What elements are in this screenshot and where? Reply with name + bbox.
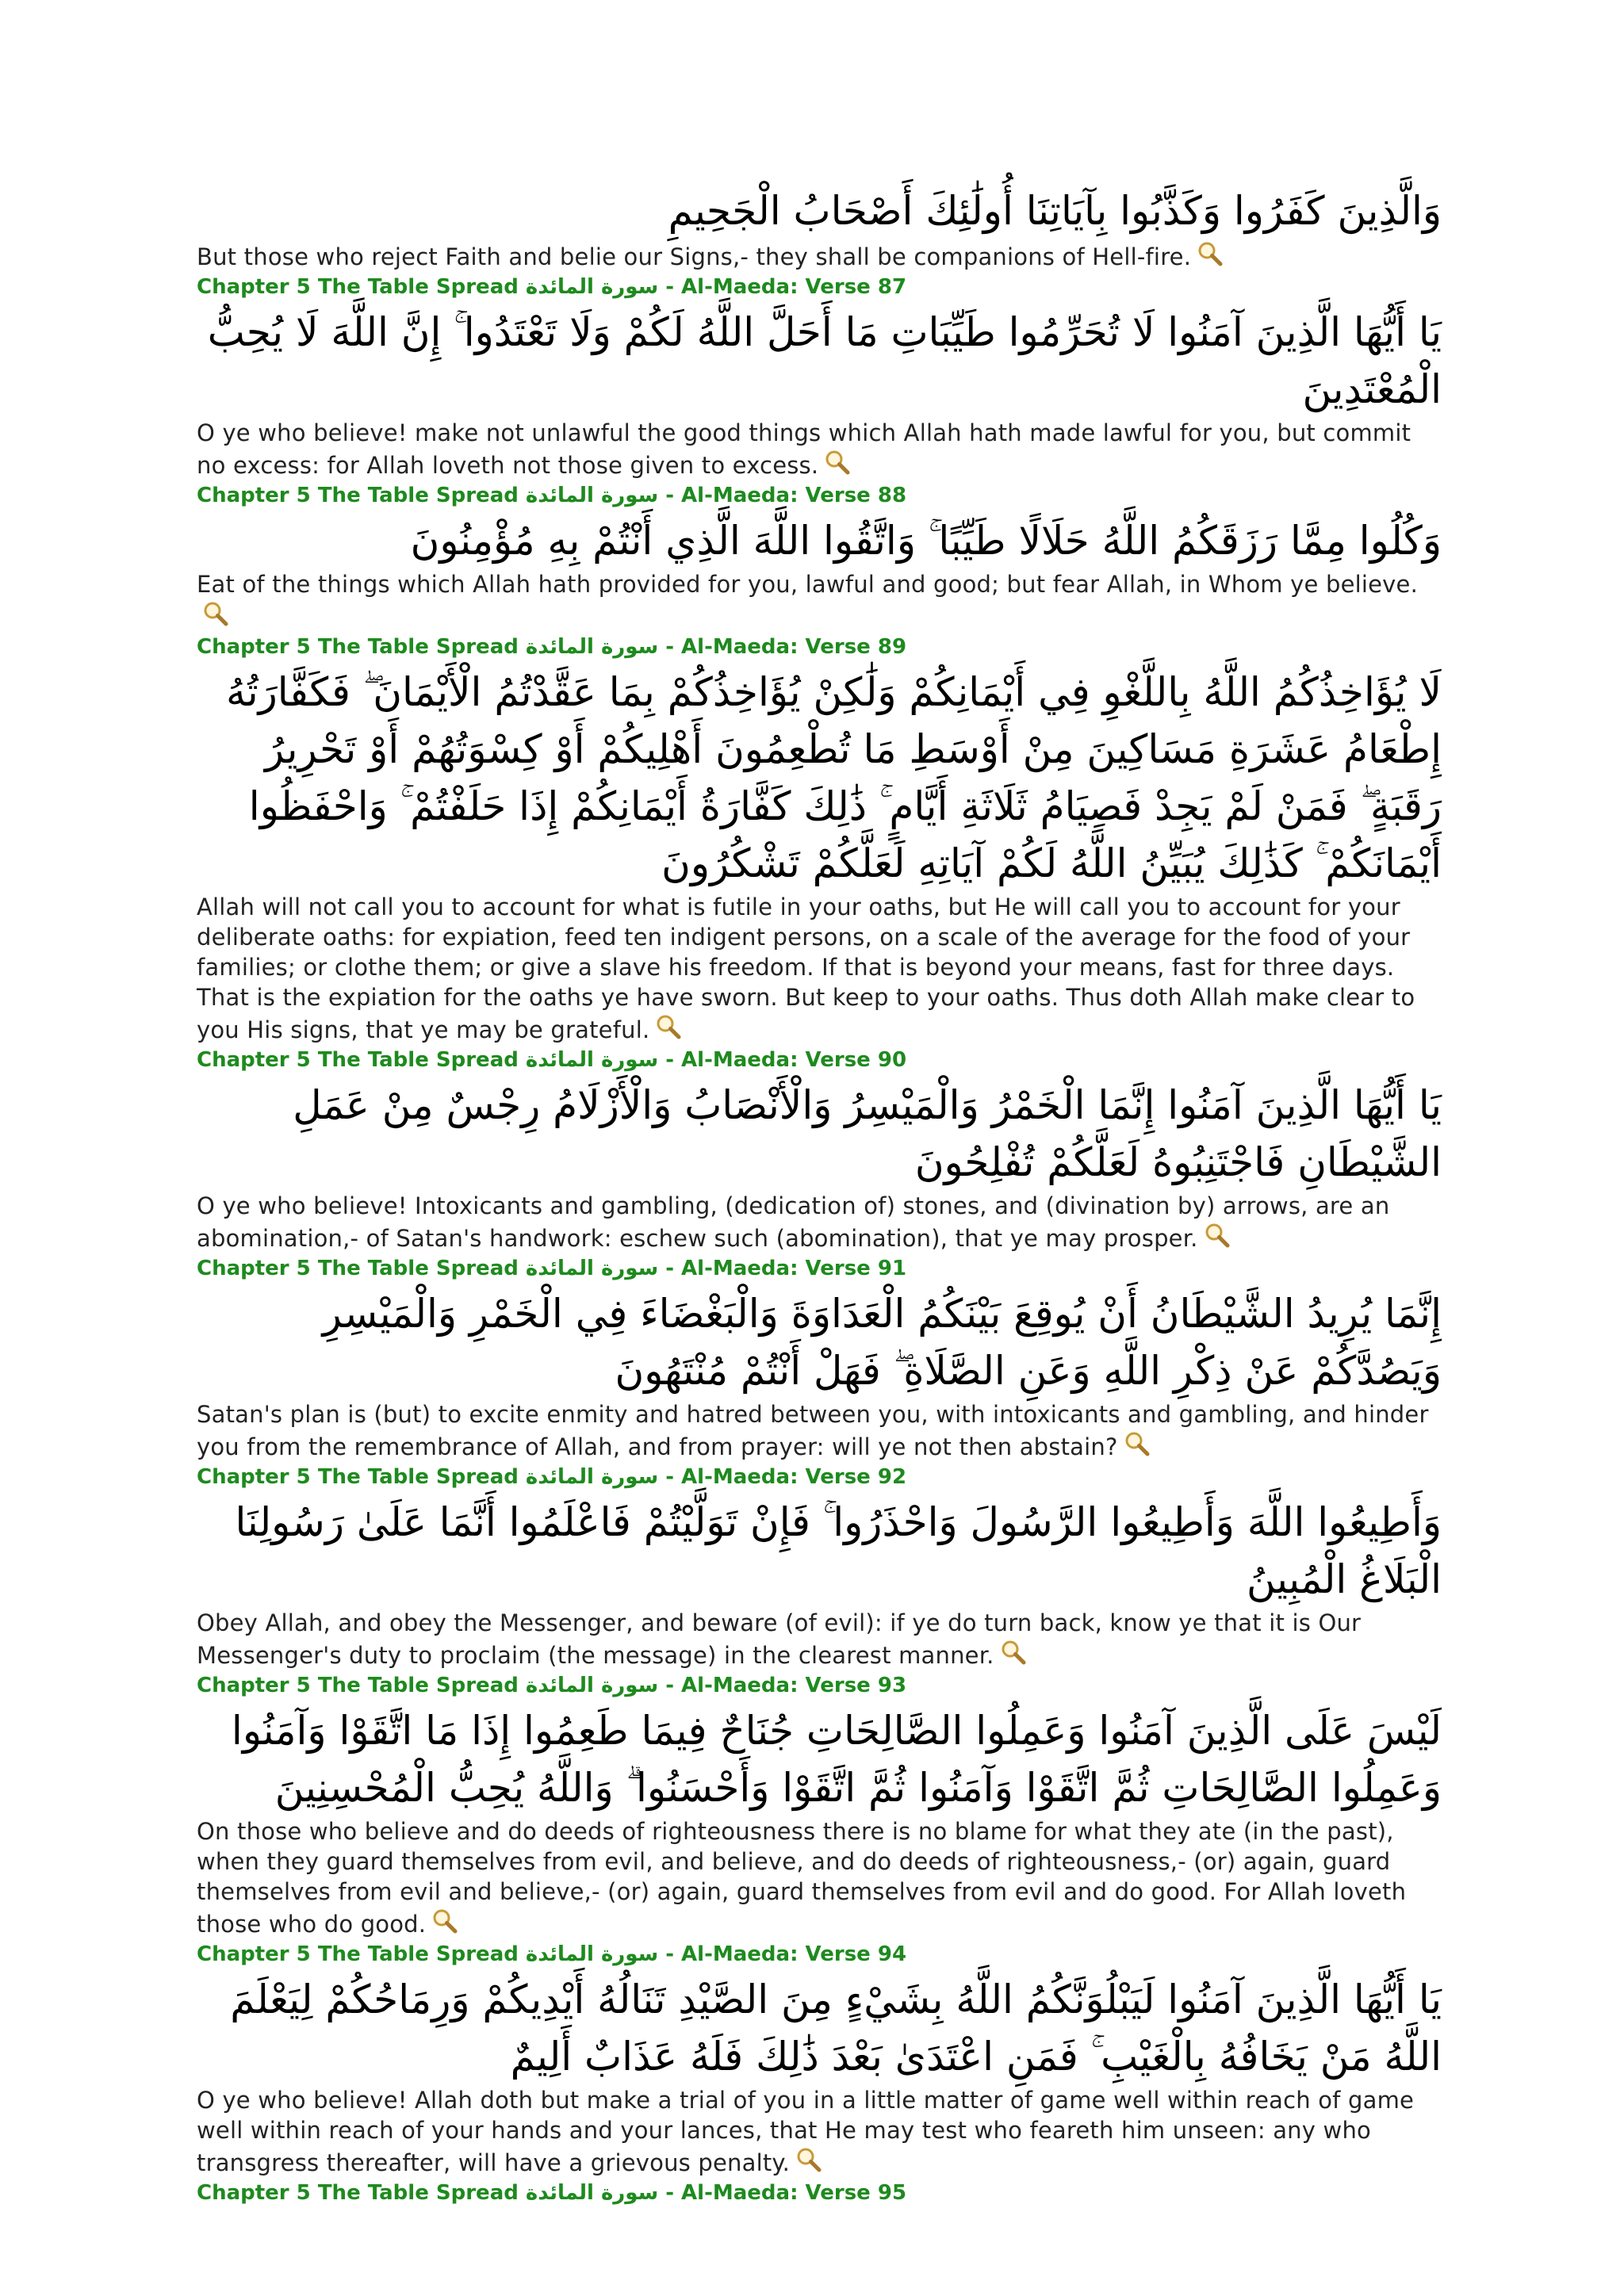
verse-block — [197, 1494, 1442, 1699]
verse-reference-header — [197, 633, 1442, 660]
verse-reference-header — [197, 1255, 1442, 1282]
arabic-verse-text: يَا أَيُّهَا الَّذِينَ آمَنُوا لَا تُحَرِّمُوا طَيِّبَاتِ مَا أَحَلَّ اللَّهُ لَكُمْ وَلَا تَعْتَدُوا ۚ إِنَّ اللَّهَ لَا يُحِبُّ الْمُعْتَدِينَ — [207, 309, 1442, 412]
chapter-title: Chapter 5 The Table Spread — [197, 1942, 526, 1966]
magnifier-search-icon[interactable] — [201, 599, 230, 628]
verse-reference: - Al-Maeda: Verse 92 — [658, 1465, 907, 1489]
arabic-verse-text: إِنَّمَا يُرِيدُ الشَّيْطَانُ أَنْ يُوقِعَ بَيْنَكُمُ الْعَدَاوَةَ وَالْبَغْضَاءَ فِي الْخَمْرِ وَالْمَيْسِرِ وَيَصُدَّكُمْ عَنْ ذِكْرِ اللَّهِ وَعَنِ الصَّلَاةِ ۖ فَهَلْ أَنْتُمْ مُنْتَهُونَ — [322, 1291, 1442, 1394]
verse-block — [197, 182, 1442, 300]
verse-reference-header — [197, 482, 1442, 509]
magnifier-search-icon[interactable] — [1196, 239, 1224, 268]
verse-reference-header — [197, 1047, 1442, 1073]
verse-block — [197, 1077, 1442, 1282]
verse-reference-header — [197, 1464, 1442, 1490]
surah-arabic-name: سورة المائدة — [525, 1048, 659, 1072]
english-translation-text: Eat of the things which Allah hath provided for you, lawful and good; but fear Allah, in Whom ye believe. — [197, 571, 1419, 598]
english-translation-text: Satan's plan is (but) to excite enmity and hatred between you, with intoxicants and gambling, and hinder you from the remembrance of Allah, and from prayer: will ye not then abstain? — [197, 1401, 1429, 1460]
surah-arabic-name: سورة المائدة — [525, 1942, 659, 1966]
english-translation-text: But those who reject Faith and belie our Signs,- they shall be companions of Hell-fire. — [197, 243, 1192, 270]
arabic-verse-text: وَأَطِيعُوا اللَّهَ وَأَطِيعُوا الرَّسُولَ وَاحْذَرُوا ۚ فَإِنْ تَوَلَّيْتُمْ فَاعْلَمُوا أَنَّمَا عَلَىٰ رَسُولِنَا الْبَلَاغُ الْمُبِينُ — [235, 1499, 1442, 1602]
arabic-verse-text: وَالَّذِينَ كَفَرُوا وَكَذَّبُوا بِآيَاتِنَا أُولَٰئِكَ أَصْحَابُ الْجَحِيمِ — [668, 188, 1442, 234]
chapter-title: Chapter 5 The Table Spread — [197, 484, 526, 507]
chapter-title: Chapter 5 The Table Spread — [197, 1048, 526, 1072]
verse-reference: - Al-Maeda: Verse 88 — [658, 484, 907, 507]
verse-reference-header — [197, 2179, 1442, 2206]
magnifier-search-icon[interactable] — [999, 1638, 1028, 1667]
verse-reference: - Al-Maeda: Verse 87 — [658, 275, 907, 299]
surah-arabic-name: سورة المائدة — [525, 1465, 659, 1489]
surah-arabic-name: سورة المائدة — [525, 2181, 659, 2205]
magnifier-search-icon[interactable] — [795, 2145, 823, 2174]
verse-reference-header — [197, 1672, 1442, 1699]
arabic-verse-text: وَكُلُوا مِمَّا رَزَقَكُمُ اللَّهُ حَلَالًا طَيِّبًا ۚ وَاتَّقُوا اللَّهَ الَّذِي أَنْتُمْ بِهِ مُؤْمِنُونَ — [410, 518, 1442, 564]
verse-reference-header — [197, 274, 1442, 300]
chapter-title: Chapter 5 The Table Spread — [197, 1257, 526, 1280]
arabic-verse-text: لَا يُؤَاخِذُكُمُ اللَّهُ بِاللَّغْوِ فِي أَيْمَانِكُمْ وَلَٰكِنْ يُؤَاخِذُكُمْ بِمَا عَقَّدْتُمُ الْأَيْمَانَ ۖ فَكَفَّارَتُهُ إِطْعَامُ عَشَرَةِ مَسَاكِينَ مِنْ أَوْسَطِ مَا تُطْعِمُونَ أَهْلِيكُمْ أَوْ كِسْوَتُهُمْ أَوْ تَحْرِيرُ رَقَبَةٍ ۖ فَمَنْ لَمْ يَجِدْ فَصِيَامُ ثَلَاثَةِ أَيَّامٍ ۚ ذَٰلِكَ كَفَّارَةُ أَيْمَانِكُمْ إِذَا حَلَفْتُمْ ۚ وَاحْفَظُوا أَيْمَانَكُمْ ۚ كَذَٰلِكَ يُبَيِّنُ اللَّهُ لَكُمْ آيَاتِهِ لَعَلَّكُمْ تَشْكُرُونَ — [225, 669, 1442, 886]
verses-page — [197, 182, 1442, 2210]
surah-arabic-name: سورة المائدة — [525, 275, 659, 299]
verse-reference: - Al-Maeda: Verse 89 — [658, 635, 907, 659]
arabic-verse-text: لَيْسَ عَلَى الَّذِينَ آمَنُوا وَعَمِلُوا الصَّالِحَاتِ جُنَاحٌ فِيمَا طَعِمُوا إِذَا مَا اتَّقَوْا وَآمَنُوا وَعَمِلُوا الصَّالِحَاتِ ثُمَّ اتَّقَوْا وَآمَنُوا ثُمَّ اتَّقَوْا وَأَحْسَنُوا ۗ وَاللَّهُ يُحِبُّ الْمُحْسِنِينَ — [231, 1708, 1442, 1811]
magnifier-search-icon[interactable] — [654, 1012, 683, 1041]
verse-block — [197, 1702, 1442, 1968]
chapter-title: Chapter 5 The Table Spread — [197, 2181, 526, 2205]
verse-reference-header — [197, 1941, 1442, 1968]
arabic-verse-text: يَا أَيُّهَا الَّذِينَ آمَنُوا لَيَبْلُوَنَّكُمُ اللَّهُ بِشَيْءٍ مِنَ الصَّيْدِ تَنَالُهُ أَيْدِيكُمْ وَرِمَاحُكُمْ لِيَعْلَمَ اللَّهُ مَنْ يَخَافُهُ بِالْغَيْبِ ۚ فَمَنِ اعْتَدَىٰ بَعْدَ ذَٰلِكَ فَلَهُ عَذَابٌ أَلِيمٌ — [230, 1976, 1442, 2080]
english-translation-text: O ye who believe! Intoxicants and gambling, (dedication of) stones, and (divination by) arrows, are an abomination,- of Satan's handwork: eschew such (abomination), that ye may prosper. — [197, 1192, 1390, 1252]
surah-arabic-name: سورة المائدة — [525, 1257, 659, 1280]
verse-reference: - Al-Maeda: Verse 95 — [658, 2181, 907, 2205]
verse-reference: - Al-Maeda: Verse 93 — [658, 1674, 907, 1697]
magnifier-search-icon[interactable] — [1123, 1429, 1151, 1458]
verse-reference: - Al-Maeda: Verse 91 — [658, 1257, 907, 1280]
chapter-title: Chapter 5 The Table Spread — [197, 635, 526, 659]
magnifier-search-icon[interactable] — [431, 1907, 459, 1935]
verse-reference: - Al-Maeda: Verse 94 — [658, 1942, 907, 1966]
english-translation-text: O ye who believe! make not unlawful the good things which Allah hath made lawful for you, but commit no excess: for Allah loveth not those given to excess. — [197, 419, 1411, 479]
surah-arabic-name: سورة المائدة — [525, 1674, 659, 1697]
chapter-title: Chapter 5 The Table Spread — [197, 1465, 526, 1489]
arabic-verse-text: يَا أَيُّهَا الَّذِينَ آمَنُوا إِنَّمَا الْخَمْرُ وَالْمَيْسِرُ وَالْأَنْصَابُ وَالْأَزْلَامُ رِجْسٌ مِنْ عَمَلِ الشَّيْطَانِ فَاجْتَنِبُوهُ لَعَلَّكُمْ تُفْلِحُونَ — [293, 1082, 1442, 1185]
english-translation-text: Obey Allah, and obey the Messenger, and beware (of evil): if ye do turn back, know ye that it is Our Messenger's duty to proclaim (the message) in the clearest manner. — [197, 1609, 1362, 1669]
verse-block — [197, 512, 1442, 660]
surah-arabic-name: سورة المائدة — [525, 635, 659, 659]
verse-block — [197, 1285, 1442, 1490]
magnifier-search-icon[interactable] — [1203, 1221, 1231, 1249]
verse-list — [197, 182, 1442, 2206]
chapter-title: Chapter 5 The Table Spread — [197, 275, 526, 299]
english-translation-text: Allah will not call you to account for what is futile in your oaths, but He will call you to account for your deliberate oaths: for expiation, feed ten indigent persons, on a scale of the average for the food of your families; or clothe them; or give a slave his freedom. If that is beyond your means, fast for three days. That is the expiation for the oaths ye have sworn. But keep to your oaths. Thus doth Allah make clear to you His signs, that ye may be grateful. — [197, 894, 1415, 1043]
verse-block — [197, 664, 1442, 1073]
surah-arabic-name: سورة المائدة — [525, 484, 659, 507]
verse-block — [197, 304, 1442, 509]
chapter-title: Chapter 5 The Table Spread — [197, 1674, 526, 1697]
english-translation-text: On those who believe and do deeds of righteousness there is no blame for what they ate (in the past), when they guard themselves from evil, and believe, and do deeds of righteousness,- (or) again, guard themselves from evil and believe,- (or) again, guard themselves from evil and do good. For Allah loveth those who do good. — [197, 1818, 1407, 1938]
english-translation-text: O ye who believe! Allah doth but make a trial of you in a little matter of game well within reach of game well within reach of your hands and your lances, that He may test who feareth him unseen: any who transgress thereafter, will have a grievous penalty. — [197, 2087, 1415, 2176]
magnifier-search-icon[interactable] — [823, 448, 852, 476]
verse-block — [197, 1971, 1442, 2206]
verse-reference: - Al-Maeda: Verse 90 — [658, 1048, 907, 1072]
